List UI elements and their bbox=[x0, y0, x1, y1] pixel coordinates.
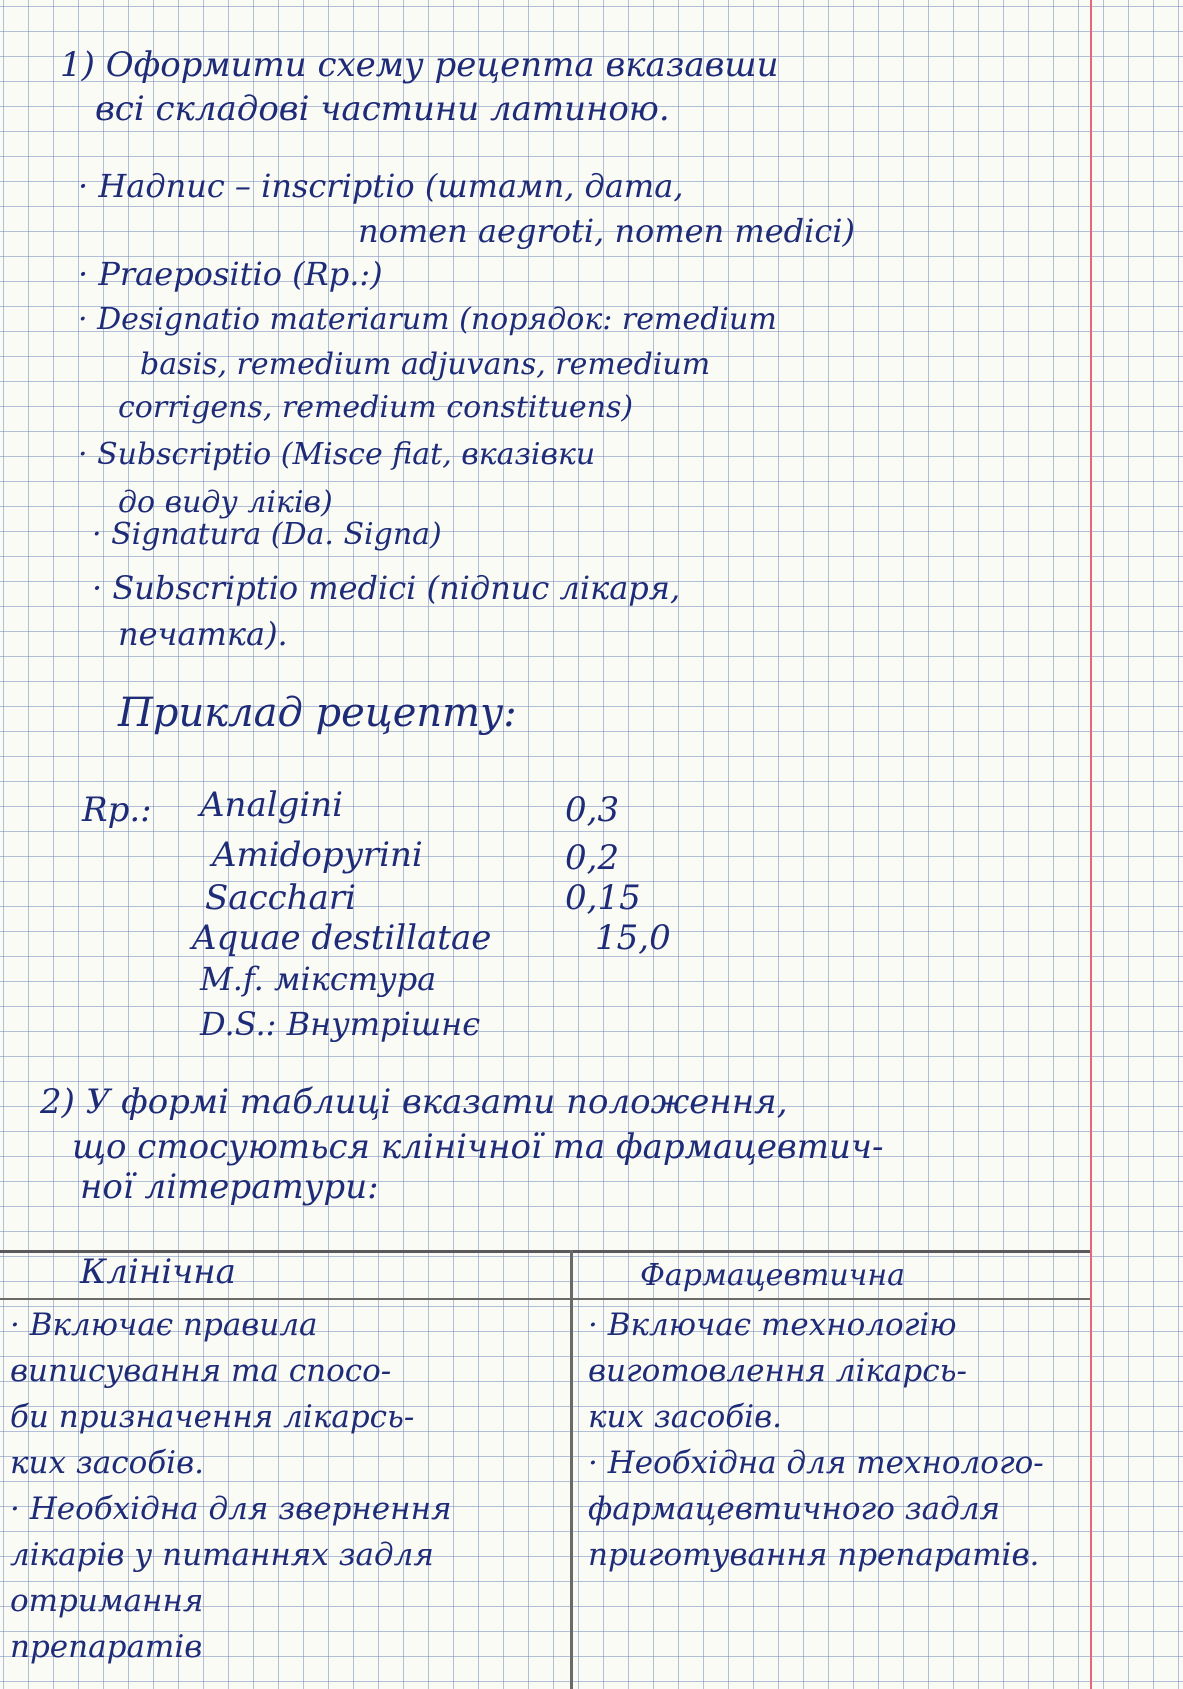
table-cell-line: виготовлення лікарсь- bbox=[588, 1353, 967, 1389]
part-designatio-cont2: corrigens, remedium constituens) bbox=[118, 390, 634, 425]
question2-line1: 2) У формі таблиці вказати положення, bbox=[40, 1082, 788, 1122]
table-cell-line: приготування препаратів. bbox=[588, 1537, 1040, 1573]
table-cell-line: · Включає технологію bbox=[588, 1307, 957, 1343]
table-cell-line: фармацевтичного задля bbox=[588, 1491, 1001, 1527]
part-subscriptio-cont: до виду ліків) bbox=[118, 485, 333, 520]
table-cell-pharmaceutical bbox=[588, 1302, 1088, 1578]
rx-item-qty: 0,15 bbox=[565, 878, 641, 918]
table-cell-line: отримання bbox=[10, 1583, 204, 1619]
part-subscriptio-medici-cont: печатка). bbox=[118, 615, 288, 653]
table-cell-line: ких засобів. bbox=[10, 1445, 204, 1481]
rx-item-qty: 0,3 bbox=[565, 790, 620, 830]
rx-item-qty: 15,0 bbox=[595, 918, 671, 958]
part-subscriptio-medici: · Subscriptio medici (підпис лікаря, bbox=[92, 569, 681, 607]
table-cell-line: лікарів у питаннях задля bbox=[10, 1537, 434, 1573]
part-designatio: · Designatio materiarum (порядок: remedium bbox=[78, 302, 777, 337]
question1-line1: 1) Оформити схему рецепта вказавши bbox=[60, 45, 779, 85]
table-column-divider bbox=[570, 1250, 573, 1689]
part-subscriptio: · Subscriptio (Misce fiat, вказівки bbox=[78, 437, 596, 472]
table-header-pharmaceutical: Фармацевтична bbox=[640, 1258, 905, 1293]
table-cell-line: би призначення лікарсь- bbox=[10, 1399, 415, 1435]
question1-line2: всі складові частини латиною. bbox=[95, 89, 670, 129]
part-designatio-cont1: basis, remedium adjuvans, remedium bbox=[140, 347, 711, 382]
rx-label: Rp.: bbox=[82, 790, 152, 830]
rx-item-name: Sacchari bbox=[205, 878, 356, 918]
table-header-clinical: Клінічна bbox=[80, 1252, 236, 1292]
table-header-rule bbox=[0, 1298, 1090, 1300]
rx-signa: D.S.: Внутрішнє bbox=[200, 1005, 481, 1043]
part-inscriptio-cont: nomen aegroti, nomen medici) bbox=[358, 212, 856, 250]
rx-misce-fiat: M.f. мікстура bbox=[200, 960, 437, 998]
rx-item-qty: 0,2 bbox=[565, 838, 620, 878]
part-signatura: · Signatura (Da. Signa) bbox=[92, 517, 442, 552]
part-inscriptio: · Надпис – inscriptio (штамп, дата, bbox=[78, 167, 684, 205]
question2-line2: що стосуються клінічної та фармацевтич- bbox=[72, 1127, 884, 1167]
rx-item-name: Analgini bbox=[200, 785, 344, 825]
rx-item-name: Amidopyrini bbox=[212, 835, 423, 875]
table-cell-line: · Включає правила bbox=[10, 1307, 318, 1343]
table-cell-clinical bbox=[10, 1302, 550, 1670]
table-cell-line: препаратів bbox=[10, 1629, 203, 1665]
rx-item-name: Aquae destillatae bbox=[192, 918, 492, 958]
table-cell-line: виписування та спосо- bbox=[10, 1353, 392, 1389]
table-cell-line: ких засобів. bbox=[588, 1399, 782, 1435]
question2-line3: ної літератури: bbox=[80, 1167, 379, 1207]
example-title: Приклад рецепту: bbox=[118, 690, 517, 736]
table-cell-line: · Необхідна для звернення bbox=[10, 1491, 452, 1527]
table-cell-line: · Необхідна для технолого- bbox=[588, 1445, 1044, 1481]
part-praepositio: · Praepositio (Rp.:) bbox=[78, 255, 383, 293]
